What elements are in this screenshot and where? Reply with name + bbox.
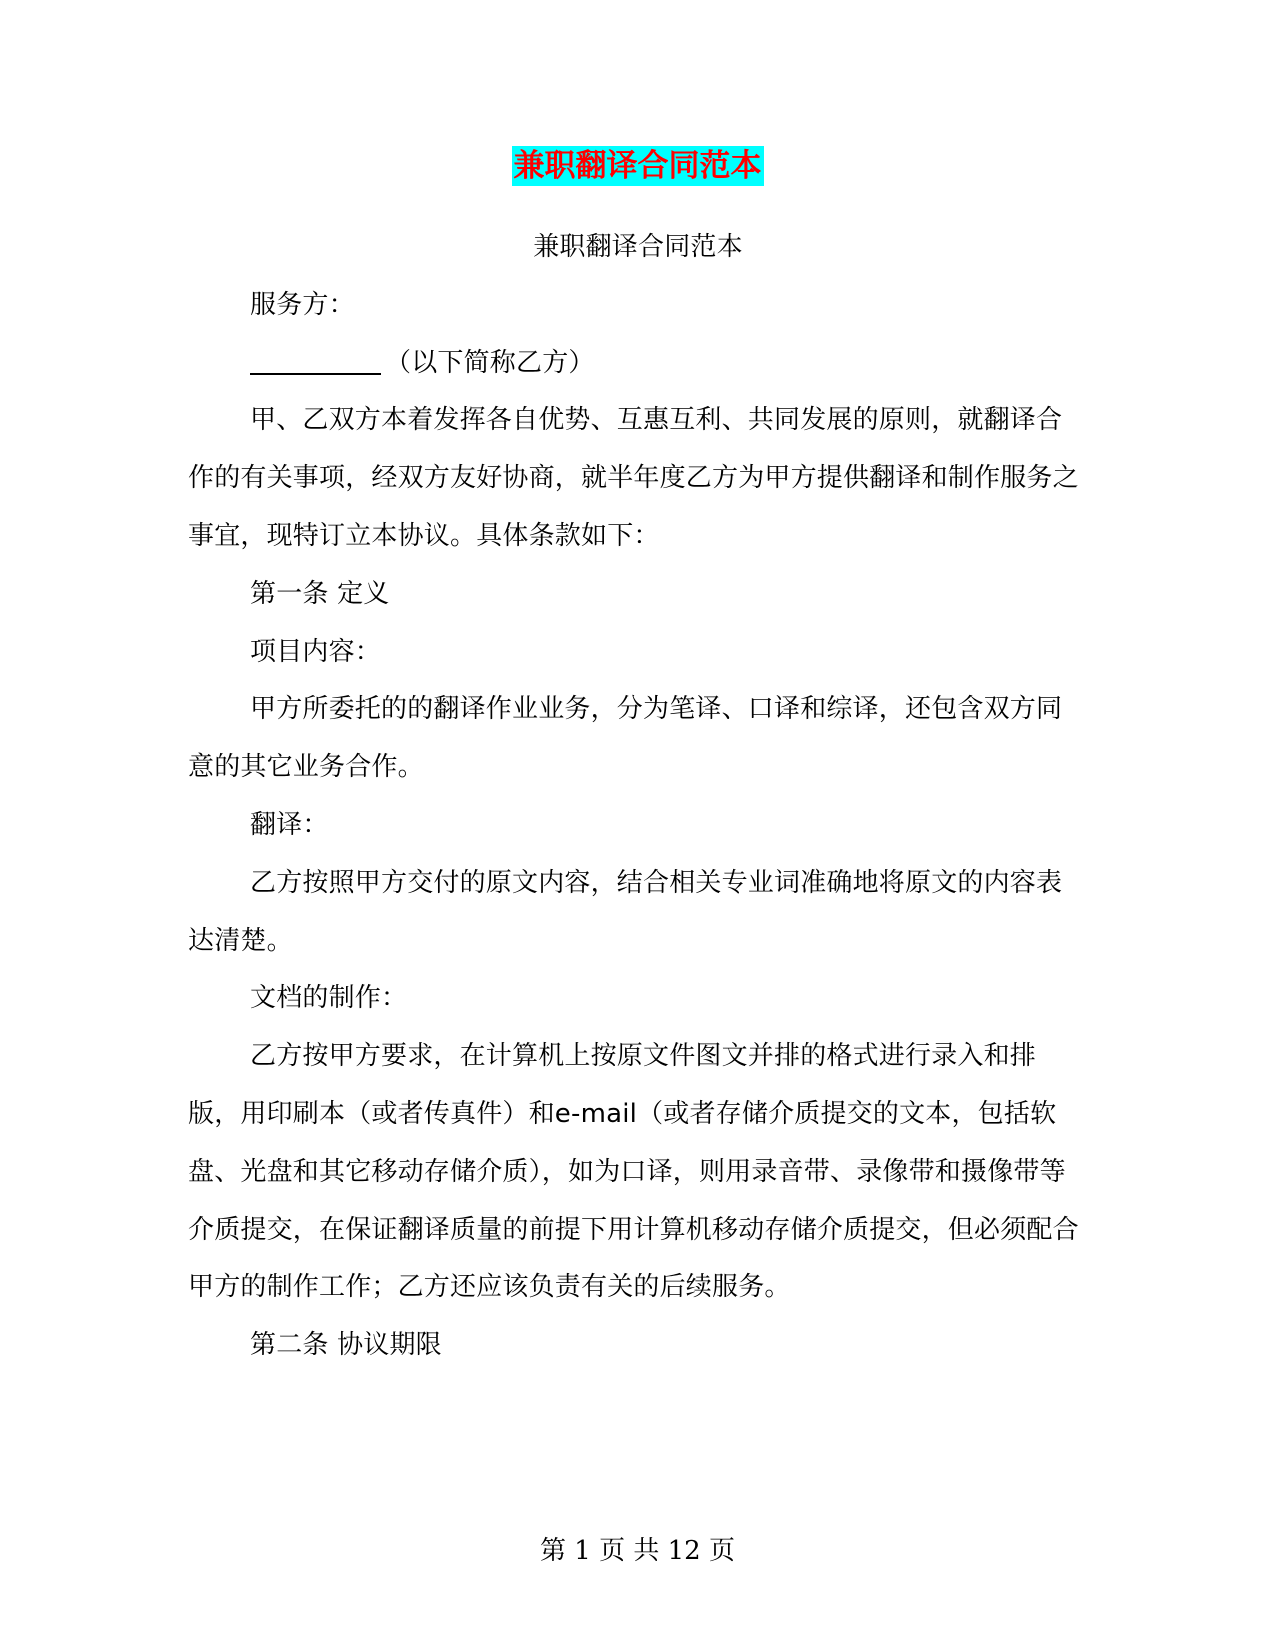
paragraph-translation-label: 翻译： [250,809,329,840]
party-b-label: （以下简称乙方） [385,347,595,378]
paragraph-translation: 乙方按照甲方交付的原文内容，结合相关专业词准确地将原文的内容表达清楚。 [188,867,1063,956]
section-heading-article-1: 第一条 定义 [250,578,390,609]
paragraph-document-production: 乙方按甲方要求，在计算机上按原文件图文并排的格式进行录入和排版，用印刷本（或者传真件）和e-mail（或者存储介质提交的文本，包括软盘、光盘和其它移动存储介质），如为口译，则用录音带、录像带和摄像带等介质提交，在保证翻译质量的前提下用计算机移动存储介质提交，但必须配合甲方的制作工作；乙方还应该负责有关的后续服务。 [188,1041,1079,1303]
section-heading-article-2: 第二条 协议期限 [250,1330,442,1361]
document-body [188,219,1088,1375]
paragraph-project-content-label: 项目内容： [250,636,382,667]
paragraph-intro: 甲、乙双方本着发挥各自优势、互惠互利、共同发展的原则，就翻译合作的有关事项，经双方友好协商，就半年度乙方为甲方提供翻译和制作服务之事宜，现特订立本协议。具体条款如下： [188,405,1079,551]
blank-underline [250,343,381,375]
document-title: 兼职翻译合同范本 [513,148,762,184]
title-container [0,146,1275,186]
document-subtitle: 兼职翻译合同范本 [533,232,743,262]
paragraph-party-b [188,335,1088,393]
paragraph-document-production-label: 文档的制作： [250,983,408,1014]
paragraph-project-content: 甲方所委托的的翻译作业业务，分为笔译、口译和综译，还包含双方同意的其它业务合作。 [188,694,1063,783]
paragraph-service-party: 服务方： [250,289,355,320]
page-footer: 第 1 页 共 12 页 [540,1536,735,1566]
